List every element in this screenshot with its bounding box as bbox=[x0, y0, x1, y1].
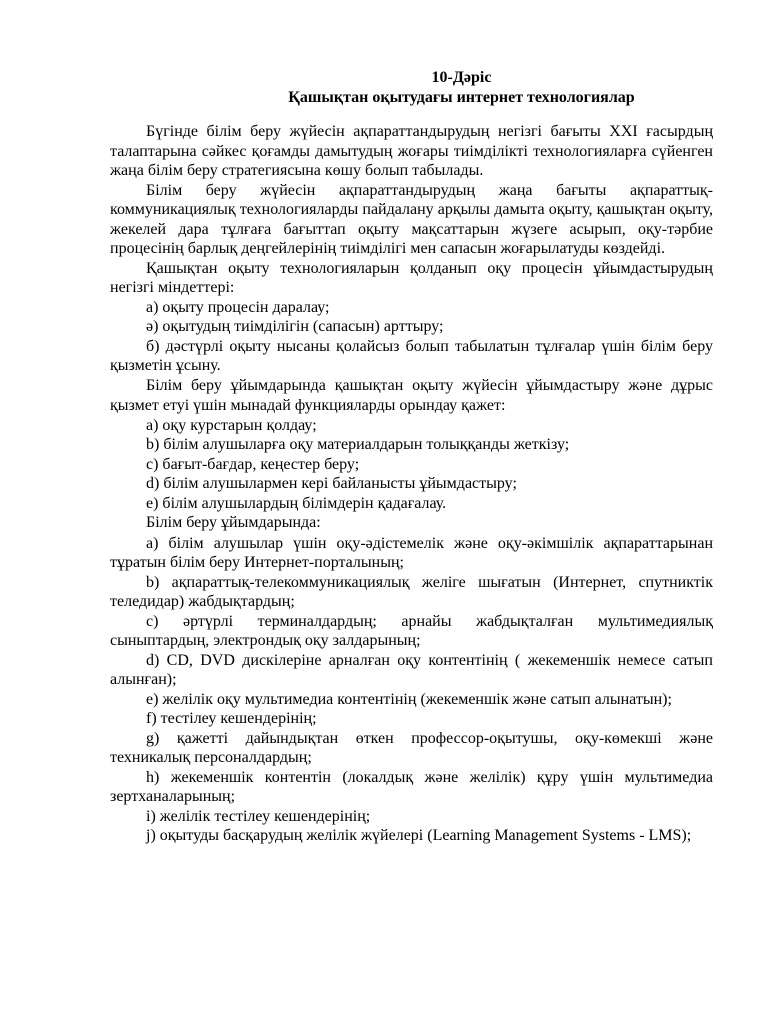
bullet-text: Білім беру ұйымдарында: bbox=[146, 514, 321, 531]
list-item: e) желілік оқу мультимедиа контентінің (жекеменшік және сатып алынатын); bbox=[146, 690, 672, 708]
list-item: а) оқыту процесін даралау; bbox=[146, 298, 330, 316]
lecture-title: Қашықтан оқытудағы интернет технологиялар bbox=[288, 89, 635, 106]
bullet-paragraph bbox=[110, 376, 713, 416]
bullet-paragraph bbox=[110, 513, 713, 534]
lecture-number: 10-Дәріс bbox=[431, 69, 492, 86]
paragraph: Білім беру жүйесін ақпараттандырудың жаңа бағыты ақпараттық-коммуникациялық технологияларды пайдалану арқылы дамыта оқыту, қашықтан оқыту, жекелей дара тұлғаға бағыттап оқыту мақсаттарын жүзеге асырып, оқу-тәрбие процесінің барлық деңгейлерінің тиімділігі мен сапасын жоғарылатуды көздейді. bbox=[110, 181, 713, 257]
list-item: b) ақпараттық-телекоммуникациялық желіге шығатын (Интернет, спутниктік теледидар) жабдықтардың; bbox=[110, 573, 713, 610]
list-item: a) оқу курстарын қолдау; bbox=[146, 416, 317, 434]
list-item: d) CD, DVD дискілеріне арналған оқу контентінің ( жекеменшік немесе сатып алынған); bbox=[110, 651, 713, 688]
list-item: b) білім алушыларға оқу материалдарын толыққанды жеткізу; bbox=[146, 436, 570, 453]
list-item: c) бағыт-бағдар, кеңестер беру; bbox=[146, 455, 360, 473]
list-item: j) оқытуды басқарудың желілік жүйелері (Learning Management Systems - LMS); bbox=[146, 827, 692, 844]
paragraph: Бүгінде білім беру жүйесін ақпараттандырудың негізгі бағыты XXI ғасырдың талаптарына сәйкес қоғамды дамытудың жоғары тиімділікті технологияларға сүйенген жаңа білім беру стратегиясына көшу болып табылады. bbox=[110, 123, 713, 179]
list-item: g) қажетті дайындықтан өткен профессор-оқытушы, оқу-көмекші және техникалық персоналдардың; bbox=[110, 729, 713, 766]
list-item: f) тестілеу кешендерінің; bbox=[146, 710, 317, 727]
list-item: ә) оқытудың тиімділігін (сапасын) арттыру; bbox=[146, 318, 444, 335]
list-item: б) дәстүрлі оқыту нысаны қолайсыз болып табылатын тұлғалар үшін білім беру қызметін ұсыну. bbox=[110, 337, 713, 374]
paragraph: Қашықтан оқыту технологияларын қолданып оқу процесін ұйымдастырудың негізгі міндеттері: bbox=[110, 259, 713, 296]
list-item: a) білім алушылар үшін оқу-әдістемелік және оқу-әкімшілік ақпараттарынан тұратын білім беру Интернет-порталының; bbox=[110, 534, 713, 571]
list-item: h) жекеменшік контентін (локалдық және желілік) құру үшін мультимедиа зертханаларының; bbox=[110, 768, 713, 805]
bullet-text: Білім беру ұйымдарында қашықтан оқыту жүйесін ұйымдастыру және дұрыс қызмет етуі үшін мынадай функцияларды орындау қажет: bbox=[110, 376, 713, 414]
list-item: c) әртүрлі терминалдардың; арнайы жабдықталған мультимедиялық сыныптардың, электрондық оқу залдарының; bbox=[110, 612, 713, 649]
list-item: e) білім алушылардың білімдерін қадағалау. bbox=[146, 494, 447, 512]
list-item: i) желілік тестілеу кешендерінің; bbox=[146, 807, 371, 825]
list-item: d) білім алушылармен кері байланысты ұйымдастыру; bbox=[146, 475, 517, 492]
